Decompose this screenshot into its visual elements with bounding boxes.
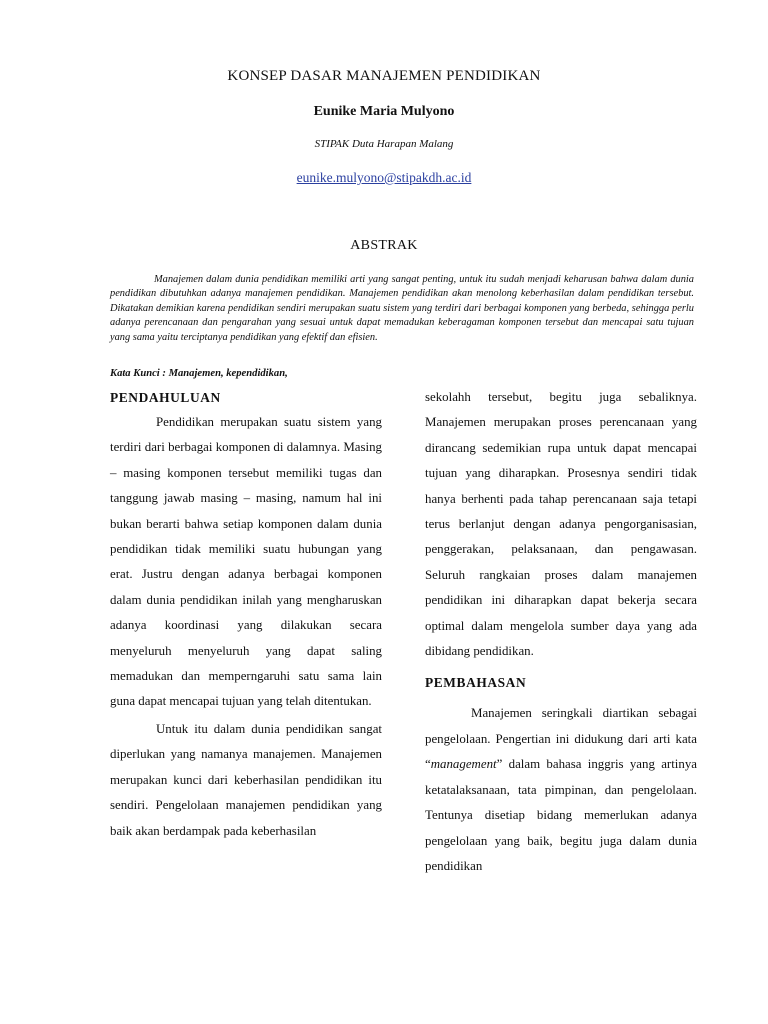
body-paragraph: Untuk itu dalam dunia pendidikan sangat diperlukan yang namanya manajemen. Manajemen merupakan kunci dari keberhasilan pendidikan itu sendiri. Pengelolaan manajemen pendidikan yang baik akan berdampak pada keberhasilan: [110, 721, 382, 838]
author-name: Eunike Maria Mulyono: [313, 104, 455, 119]
left-column: [110, 385, 382, 844]
paper-title: KONSEP DASAR MANAJEMEN PENDIDIKAN: [227, 68, 541, 84]
author-affiliation: STIPAK Duta Harapan Malang: [314, 138, 454, 150]
abstract-heading: ABSTRAK: [350, 238, 418, 253]
italic-term: management: [430, 757, 497, 772]
paragraph-text: ” dalam bahasa inggris yang artinya ketatalaksanaan, tata pimpinan, dan pengelolaan. Tentunya disetiap bidang memerlukan adanya pengelolaan yang baik, begitu juga dalam dunia pendidikan: [425, 757, 697, 873]
right-column: [425, 385, 697, 879]
body-paragraph: [425, 701, 697, 879]
section-heading-pembahasan: PEMBAHASAN: [425, 675, 527, 691]
body-paragraph: Pendidikan merupakan suatu sistem yang terdiri dari berbagai komponen di dalamnya. Masing – masing komponen tersebut memiliki tugas dan tanggung jawab masing – masing, namum hal ini bukan berarti bahwa setiap komponen dalam dunia pendidikan tidak memiliki suatu hubungan yang erat. Justru dengan adanya berbagai komponen dalam dunia pendidikan inilah yang mengharuskan adanya koordinasi yang dilakukan secara menyeluruh menyeluruh yang dapat saling memadukan dan memperngaruhi satu sama lain guna dapat mencapai tujuan yang telah ditentukan.: [110, 415, 382, 709]
body-paragraph: sekolahh tersebut, begitu juga sebaliknya. Manajemen merupakan proses perencanaan yang dirancang sedemikian rupa untuk dapat mencapai tujuan yang diharapkan. Prosesnya sendiri tidak hanya berhenti pada tahap perencanaan saja tetapi terus berlanjut dengan adanya pengorganisasian, penggerakan, pelaksanaan, dan pengawasan. Seluruh rangkaian proses dalam manajemen pendidikan ini diharapkan dapat bekerja secara optimal dalam mengelola sumber daya yang ada dibidang pendidikan.: [425, 390, 697, 659]
author-email-link[interactable]: eunike.mulyono@stipakdh.ac.id: [296, 170, 472, 185]
keywords: Kata Kunci : Manajemen, kependidikan,: [110, 368, 288, 379]
section-heading-pendahuluan: PENDAHULUAN: [110, 390, 221, 405]
abstract-body: Manajemen dalam dunia pendidikan memiliki arti yang sangat penting, untuk itu sudah menjadi keharusan bahwa dalam dunia pendidikan dibutuhkan adanya manajemen pendidikan. Manajemen pendidikan akan menolong keberhasilan dalam pendidikan tersebut. Dikatakan demikian karena pendidikan sendiri merupakan suatu sistem yang terdiri dari berbagai komponen yang berbeda, sehingga perlu adanya perencanaan dan pengarahan yang sesuai untuk dapat memadukan keberagaman komponen tersebut dan mencapai satu tujuan yang sama yaitu terciptanya pendidikan yang efektif dan efisien.: [110, 274, 694, 343]
paragraph-text: Manajemen seringkali diartikan sebagai pengelolaan. Pengertian ini didukung dari arti kata “: [425, 706, 697, 772]
